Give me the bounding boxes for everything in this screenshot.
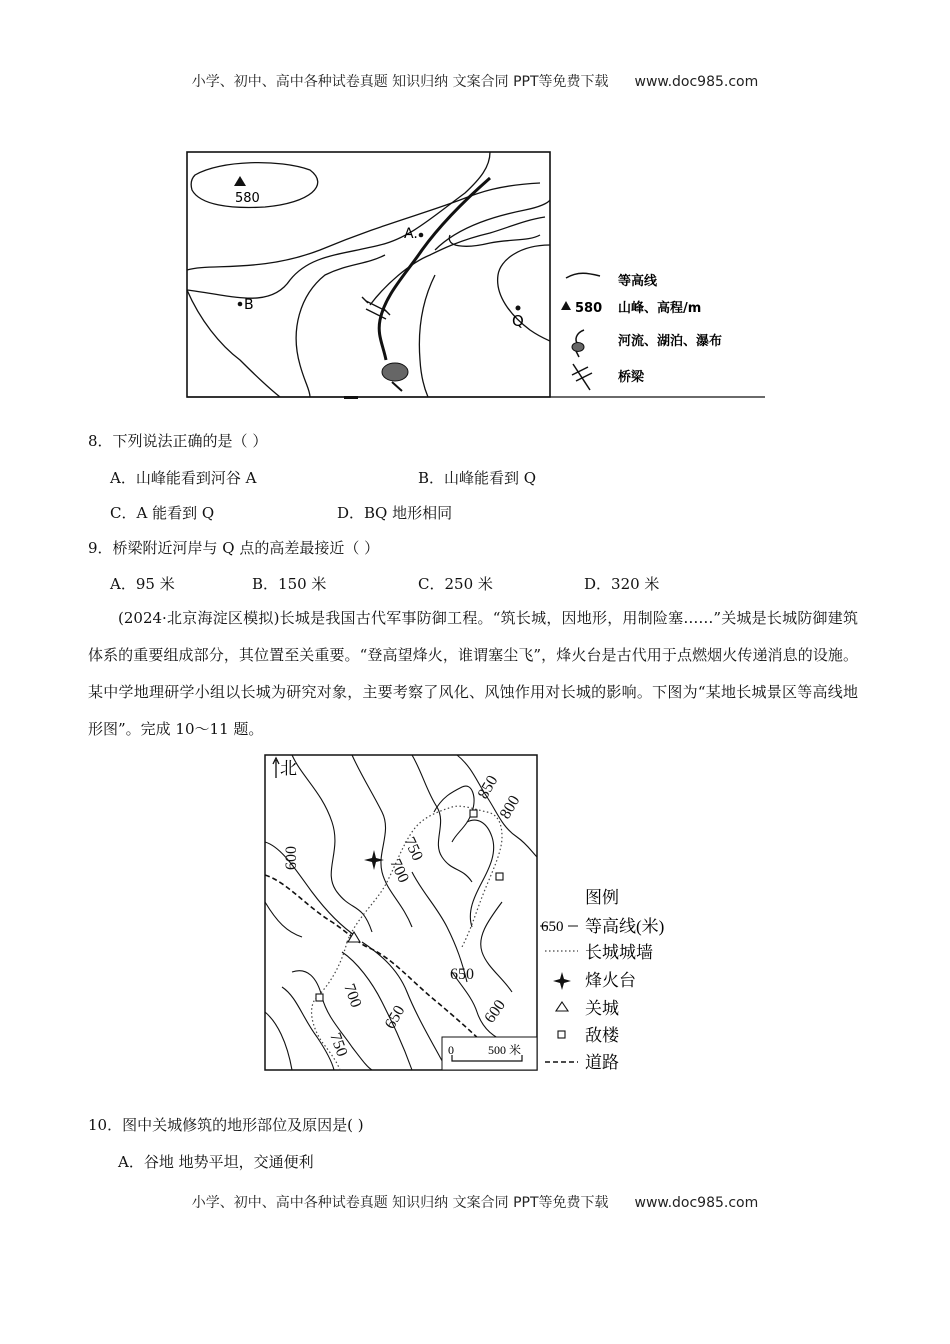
legend-tower-label: 敌楼 [585, 1026, 619, 1045]
footer-text: 小学、初中、高中各种试卷真题 知识归纳 文案合同 PPT等免费下载 [191, 1195, 609, 1211]
map1-peak-icon [234, 176, 246, 186]
map1-point-q [516, 306, 521, 311]
q9-option-c[interactable]: C．250 米 [418, 575, 493, 593]
legend-bridge-icon [572, 364, 592, 390]
legend-wall-label: 长城城墙 [585, 943, 653, 962]
contour-label-700: 700 [386, 856, 412, 886]
legend-peak-label: 山峰、高程/m [618, 301, 702, 316]
map1-tick [344, 396, 358, 399]
legend-beacon-icon [553, 972, 571, 990]
topographic-map-2 [262, 752, 712, 1072]
header-url[interactable]: www.doc985.com [634, 74, 759, 90]
legend-river-icon [576, 330, 584, 344]
page-footer [0, 1192, 950, 1212]
legend-road-label: 道路 [585, 1053, 619, 1072]
map1-point-a [419, 233, 424, 238]
legend-contour-icon [566, 273, 600, 278]
q8-option-d[interactable]: D．BQ 地形相同 [337, 504, 453, 522]
contour-label-850: 850 [474, 772, 502, 802]
map1-label-a: A. [404, 226, 418, 242]
map2-legend [540, 888, 664, 1072]
intro-paragraph: (2024·北京海淀区模拟)长城是我国古代军事防御工程。“筑长城，因地形，用制险塞……”关城是长城防御建筑体系的重要组成部分，其位置至关重要。“登高望烽火，谁谓塞尘飞”，烽火台是古代用于点燃烟火传递消息的设施。某中学地理研学小组以长城为研究对象，主要考察了风化、风蚀作用对长城的影响。下图为“某地长城景区等高线地形图”。完成 10～11 题。 [88, 609, 858, 738]
q10-stem: 10．图中关城修筑的地形部位及原因是( ) [88, 1116, 364, 1134]
contour-label-800: 800 [496, 792, 524, 822]
legend-water-label: 河流、湖泊、瀑布 [618, 334, 723, 349]
scale-value: 500 米 [488, 1043, 522, 1057]
scale-zero: 0 [448, 1043, 454, 1057]
map1-label-b: B [244, 297, 254, 313]
tower-icon-1 [470, 810, 477, 817]
tower-icon-3 [316, 994, 323, 1001]
legend-bridge-label: 桥梁 [618, 370, 645, 385]
topographic-map-1 [180, 145, 780, 405]
q9-option-d[interactable]: D．320 米 [584, 575, 660, 593]
contour-label-600-east: 600 [481, 996, 510, 1027]
q8-option-c[interactable]: C．A 能看到 Q [110, 504, 215, 522]
north-label: 北 [280, 759, 297, 778]
q8-option-a[interactable]: A．山峰能看到河谷 A [110, 469, 257, 487]
legend-contour-value: 650 [541, 919, 564, 935]
contour-label-750: 750 [400, 834, 426, 864]
legend-tower-icon [558, 1031, 565, 1038]
q8-option-b[interactable]: B．山峰能看到 Q [418, 469, 537, 487]
q9-stem: 9．桥梁附近河岸与 Q 点的高差最接近（ ） [88, 539, 380, 557]
page-header [0, 71, 950, 91]
legend-pass-label: 关城 [585, 999, 619, 1018]
contour-label-650: 650 [450, 966, 474, 983]
contour-label-750-south: 750 [326, 1030, 351, 1059]
map1-point-b [238, 302, 243, 307]
header-text: 小学、初中、高中各种试卷真题 知识归纳 文案合同 PPT等免费下载 [191, 74, 609, 90]
legend-peak-icon [561, 301, 571, 310]
map1-contours [187, 152, 550, 397]
legend-lake-icon [572, 343, 584, 352]
legend-contour-label: 等高线(米) [585, 917, 665, 936]
legend-peak-value: 580 [575, 301, 603, 316]
q9-option-b[interactable]: B．150 米 [252, 575, 327, 593]
map1-lake [382, 363, 408, 381]
q8-stem: 8．下列说法正确的是（ ） [88, 432, 268, 450]
scale-bar [442, 1037, 537, 1070]
q9-option-a[interactable]: A．95 米 [110, 575, 175, 593]
map1-legend [561, 273, 722, 390]
legend-contour-label: 等高线 [618, 274, 658, 289]
contour-label-700-south: 700 [340, 981, 365, 1010]
tower-icon-2 [496, 873, 503, 880]
map1-peak-value: 580 [235, 191, 260, 206]
contour-label-650-south: 650 [381, 1002, 409, 1032]
road-line [265, 875, 487, 1047]
legend-title: 图例 [585, 888, 619, 907]
map1-waterfall [392, 382, 402, 391]
legend-pass-icon [556, 1002, 568, 1011]
q10-option-a[interactable]: A．谷地 地势平坦，交通便利 [118, 1153, 314, 1171]
map1-river [379, 178, 490, 360]
contour-label-600-west: 600 [283, 846, 300, 870]
footer-url[interactable]: www.doc985.com [634, 1195, 759, 1211]
legend-beacon-label: 烽火台 [585, 971, 636, 990]
map1-label-q: Q [512, 312, 524, 330]
pass-icon [348, 932, 360, 942]
